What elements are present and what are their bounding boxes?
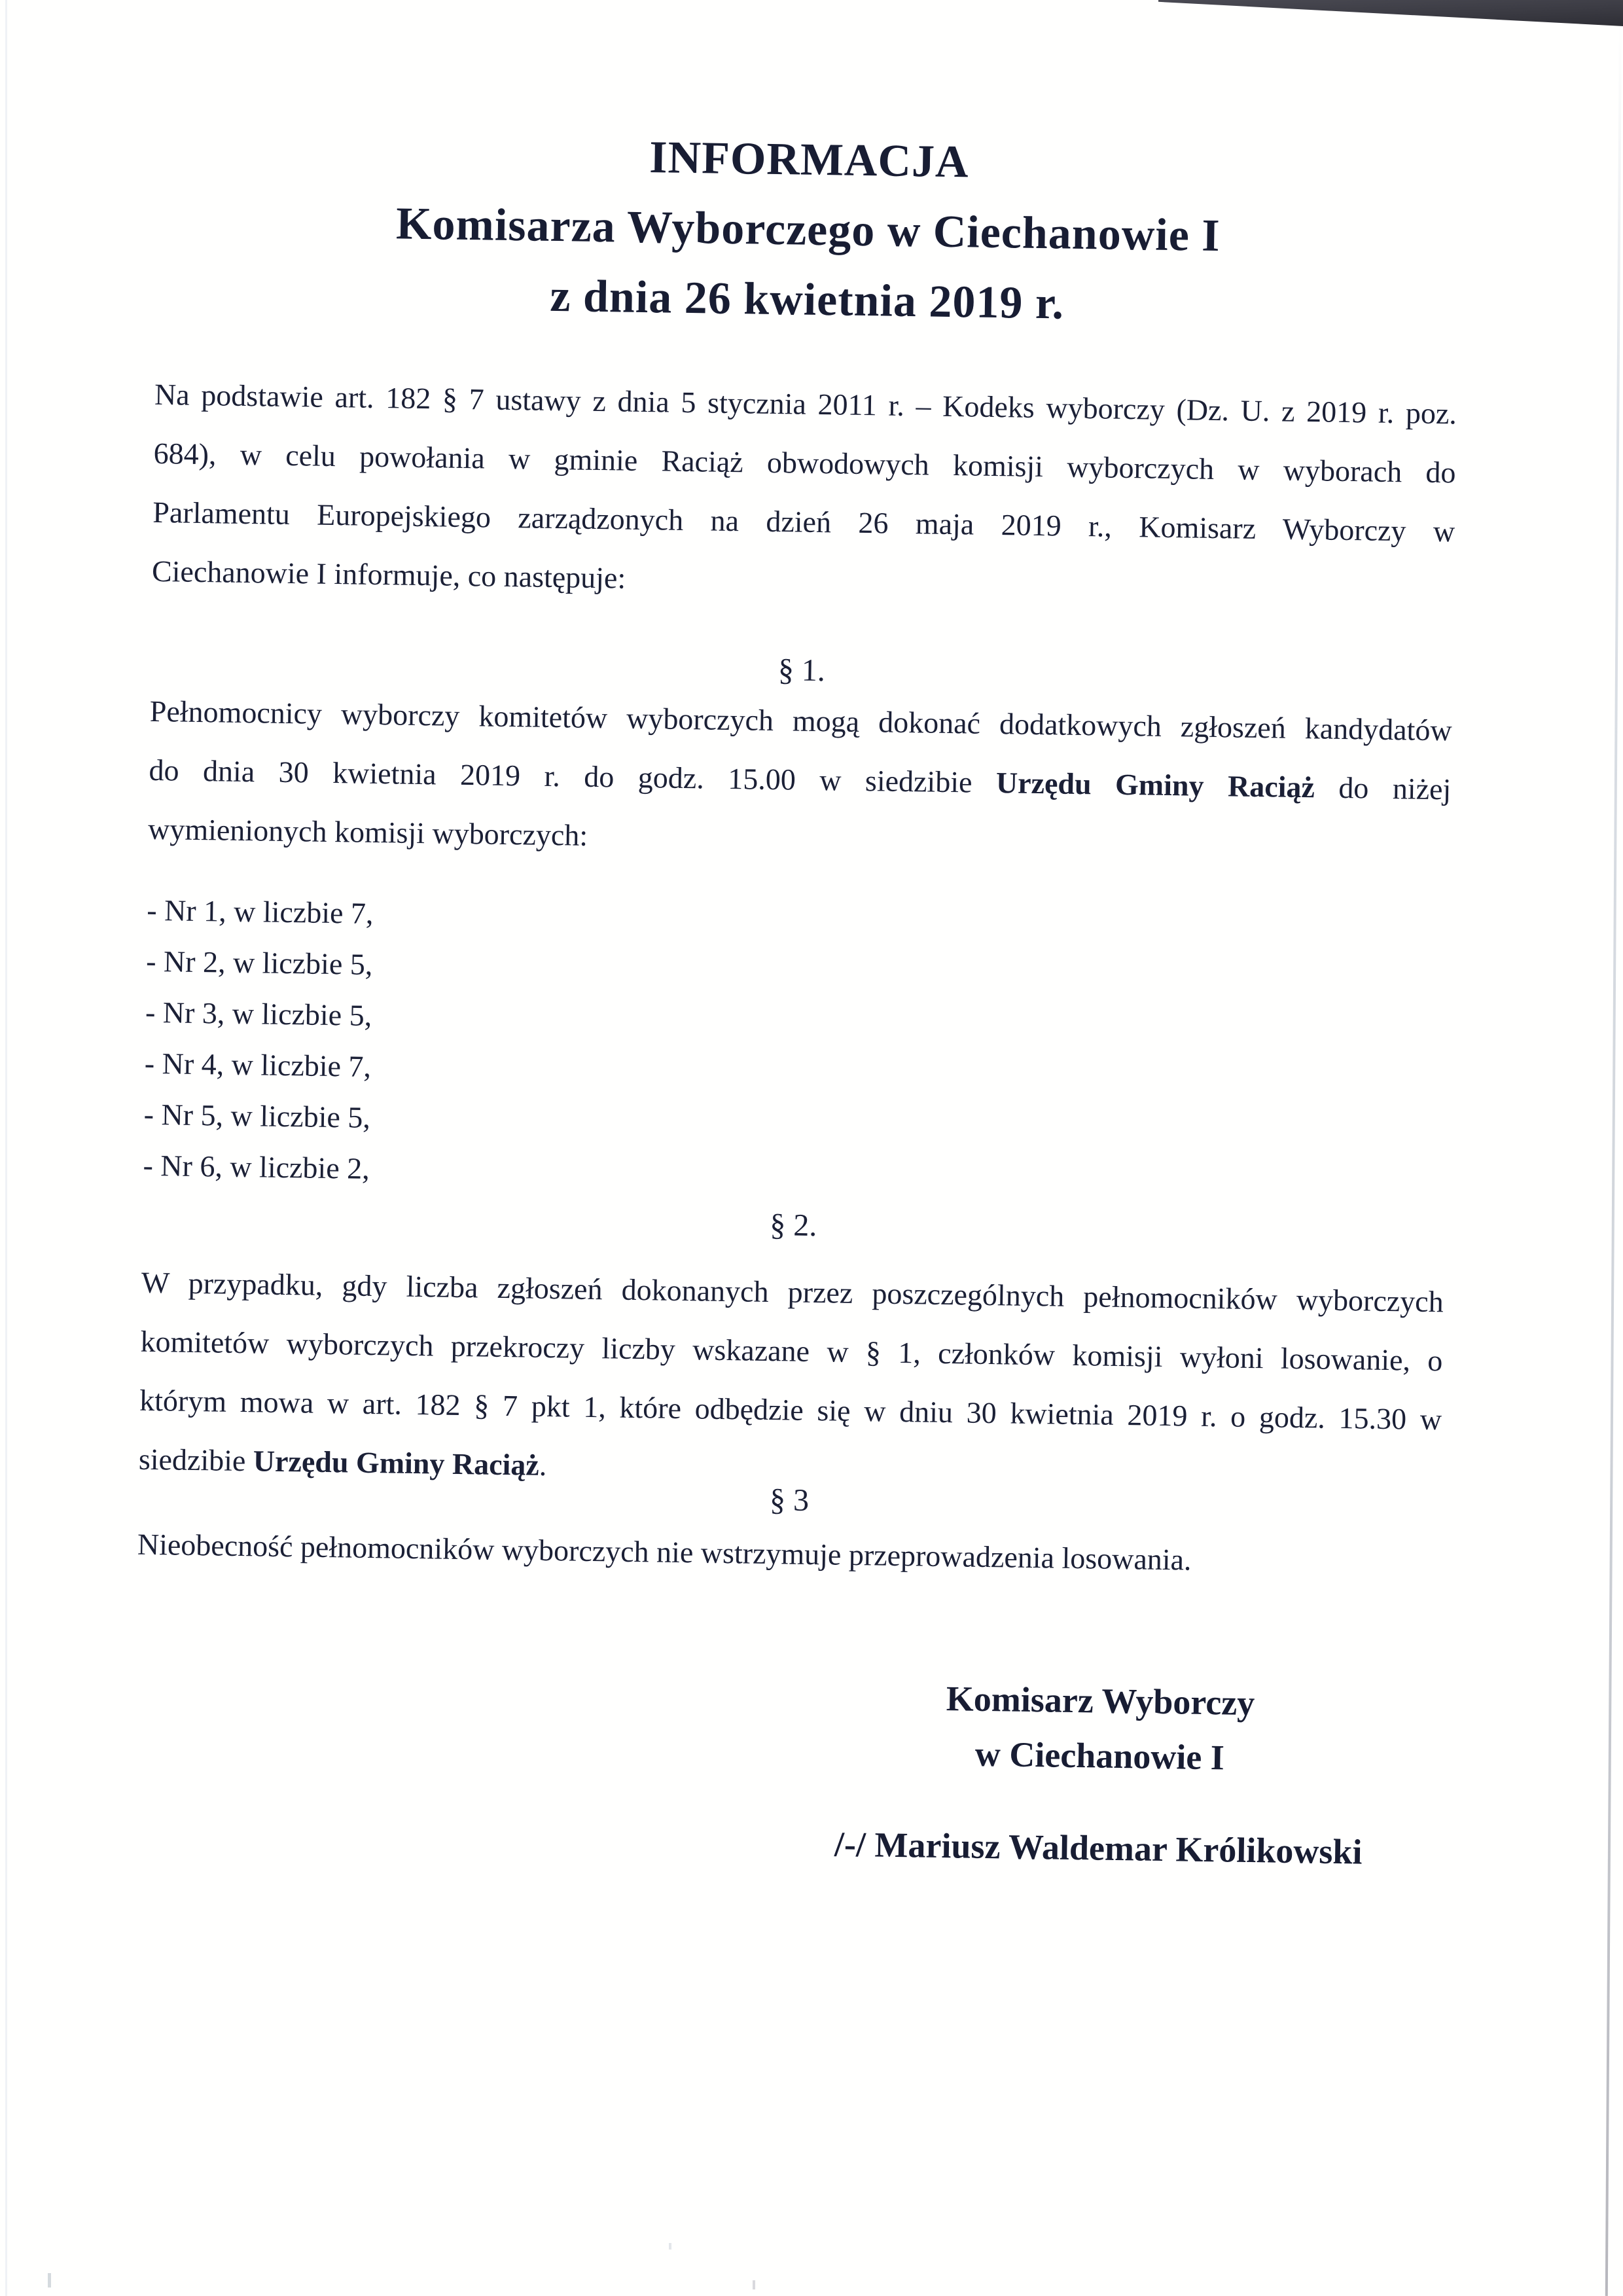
title-line-date: z dnia 26 kwietnia 2019 r. xyxy=(549,270,1065,329)
document-title xyxy=(156,115,1461,344)
section-1-line-1: Pełnomocnicy wyborczy komitetów wyborczych mogą dokonać dodatkowych zgłoszeń kandydatów xyxy=(149,694,1453,747)
section-1-line-2-post: do niżej xyxy=(1314,770,1452,806)
commission-list-item: - Nr 4, w liczbie 7, xyxy=(144,1046,372,1083)
scan-artifact-speck xyxy=(48,2273,51,2287)
section-2-line-4-pre: siedzibie xyxy=(138,1442,254,1478)
title-line-commissioner: Komisarza Wyborczego w Ciechanowie I xyxy=(395,198,1221,262)
section-1-line-2-pre: do dnia 30 kwietnia 2019 r. do godz. 15.00 w siedzibie xyxy=(149,753,997,800)
section-2-marker: § 2. xyxy=(769,1208,817,1244)
signature-role-line-1: Komisarz Wyborczy xyxy=(946,1679,1255,1723)
signature-name: /-/ Mariusz Waldemar Królikowski xyxy=(834,1824,1363,1872)
signature-role xyxy=(789,1669,1412,1788)
commission-list-item: - Nr 3, w liczbie 5, xyxy=(145,995,372,1032)
intro-line-2: 684), w celu powołania w gminie Raciąż obwodowych komisji wyborczych w wyborach do xyxy=(153,436,1456,490)
section-1-marker: § 1. xyxy=(777,653,826,689)
commission-list xyxy=(143,885,1450,1210)
section-3-marker: § 3 xyxy=(769,1482,810,1518)
commission-list-item: - Nr 2, w liczbie 5, xyxy=(145,944,373,981)
office-name-bold: Urzędu Gminy Raciąż xyxy=(253,1444,540,1482)
scan-artifact-left-page-edge xyxy=(5,0,7,2296)
intro-paragraph xyxy=(151,365,1457,620)
section-2-line-4-post: . xyxy=(539,1448,547,1482)
section-2-paragraph xyxy=(138,1253,1444,1508)
section-3-text: Nieobecność pełnomocników wyborczych nie wstrzymuje przeprowadzenia losowania. xyxy=(137,1527,1192,1577)
intro-line-1: Na podstawie art. 182 § 7 ustawy z dnia 5 stycznia 2011 r. – Kodeks wyborczy (Dz. U. z 2019 r. poz. xyxy=(154,377,1457,431)
title-line-informacja: INFORMACJA xyxy=(649,132,970,188)
office-name-bold: Urzędu Gminy Raciąż xyxy=(995,766,1315,804)
commission-list-item: - Nr 6, w liczbie 2, xyxy=(143,1148,370,1185)
scan-artifact-right-page-edge xyxy=(1605,23,1622,2296)
section-2-line-2: komitetów wyborczych przekroczy liczby wskazane w § 1, członków komisji wyłoni losowanie, o xyxy=(140,1324,1443,1378)
signature-role-line-2: w Ciechanowie I xyxy=(974,1734,1225,1778)
commission-list-item: - Nr 5, w liczbie 5, xyxy=(143,1097,371,1134)
document-content xyxy=(126,0,1463,2296)
section-2-line-1: W przypadku, gdy liczba zgłoszeń dokonanych przez poszczególnych pełnomocników wyborczych xyxy=(141,1265,1444,1319)
section-2-line-3: którym mowa w art. 182 § 7 pkt 1, które odbędzie się w dniu 30 kwietnia 2019 r. o godz. 15.30 w xyxy=(139,1383,1442,1437)
commission-list-item: - Nr 1, w liczbie 7, xyxy=(146,893,374,930)
intro-line-4: Ciechanowie I informuje, co następuje: xyxy=(151,554,626,595)
section-1-paragraph xyxy=(148,682,1453,878)
intro-line-3: Parlamentu Europejskiego zarządzonych na dzień 26 maja 2019 r., Komisarz Wyborczy w xyxy=(152,495,1455,548)
section-1-line-3: wymienionych komisji wyborczych: xyxy=(147,812,588,852)
